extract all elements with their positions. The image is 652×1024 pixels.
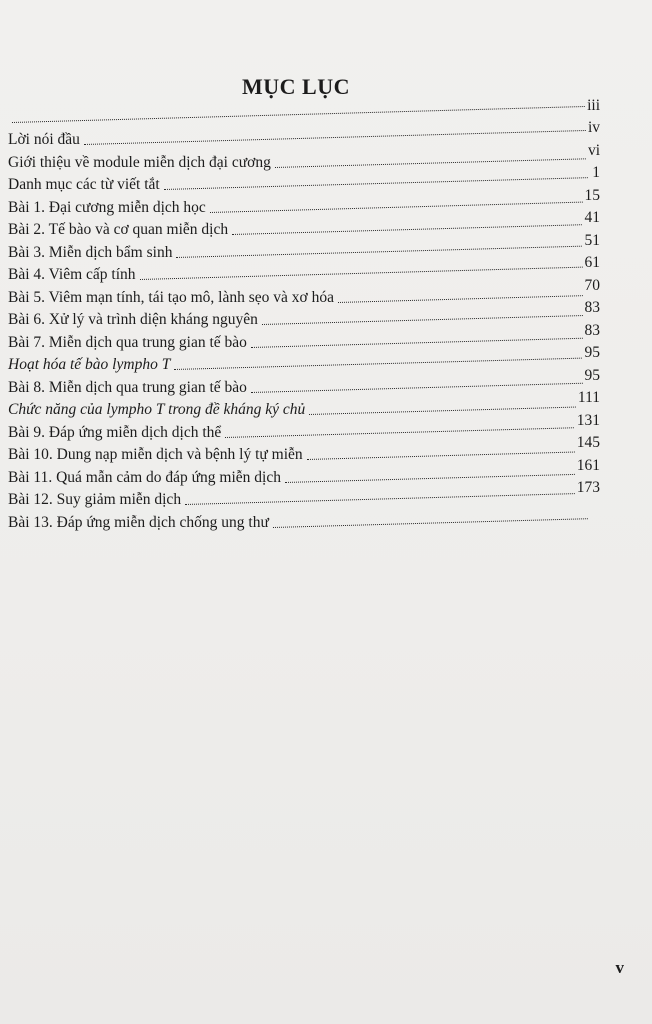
toc-entry-label: Bài 4. Viêm cấp tính: [8, 266, 136, 283]
toc-entry-page-number: 95: [584, 344, 600, 361]
dot-leader: [12, 105, 585, 122]
toc-entry-label: Bài 11. Quá mẫn cảm do đáp ứng miễn dịch: [8, 468, 281, 486]
dot-leader: [262, 315, 582, 325]
toc-entry-label: Danh mục các từ viết tắt: [8, 176, 160, 193]
toc-entry-label: Bài 2. Tế bào và cơ quan miễn dịch: [8, 221, 229, 238]
toc-entry: [8, 209, 600, 240]
toc-entry-page-number: 131: [576, 411, 600, 429]
toc-entry: [8, 96, 600, 127]
dot-leader: [139, 267, 582, 280]
dot-leader: [251, 337, 582, 347]
footer-page-number: v: [615, 958, 624, 977]
toc-entry-page-number: 61: [584, 254, 600, 271]
dot-leader: [273, 518, 588, 528]
toc-entry: [8, 411, 600, 442]
toc-entry-page-number: 95: [584, 366, 600, 384]
toc-entry-page-number: 1: [592, 164, 600, 181]
toc-entry: [8, 254, 600, 285]
toc-entry-page-number: 15: [584, 186, 600, 204]
dot-leader: [174, 358, 582, 370]
dot-leader: [84, 130, 586, 145]
toc-entry-page-number: 161: [576, 456, 600, 474]
toc-entry-page-number: 83: [584, 321, 600, 339]
toc-entry-label: Bài 7. Miễn dịch qua trung gian tế bào: [8, 333, 247, 351]
toc-entry-page-number: 111: [577, 389, 600, 406]
toc-entry: [8, 434, 600, 465]
toc-entry-label: Lời nói đầu: [8, 131, 80, 148]
toc-entry-label: Bài 5. Viêm mạn tính, tái tạo mô, lành sẹo và xơ hóa: [8, 288, 334, 306]
toc-entry-page-number: 51: [584, 231, 600, 249]
toc-entry-page-number: 83: [584, 299, 600, 316]
toc-entry: [8, 479, 600, 510]
toc-entry-label: Bài 9. Đáp ứng miễn dịch dịch thể: [8, 423, 222, 441]
toc-entry: [8, 456, 600, 487]
toc-entry-page-number: 145: [576, 434, 600, 451]
toc-entry: [8, 119, 600, 150]
dot-leader: [232, 224, 582, 235]
dot-leader: [275, 158, 586, 168]
toc-entry: [8, 141, 600, 172]
toc-entry: [8, 344, 600, 375]
toc-entry: [8, 299, 600, 330]
toc-entry: [8, 389, 600, 420]
dot-leader: [285, 473, 575, 482]
dot-leader: [164, 177, 588, 190]
toc-entry-page-number: iii: [587, 96, 600, 114]
toc-entry-label: Bài 10. Dung nạp miễn dịch và bệnh lý tự miễn: [8, 446, 303, 463]
toc-entry-label: Giới thiệu về module miễn dịch đại cương: [8, 153, 271, 171]
toc-entry-page-number: 70: [584, 276, 600, 294]
dot-leader: [338, 295, 582, 303]
dot-leader: [251, 382, 582, 392]
toc-entry-label: Bài 12. Suy giảm miễn dịch: [8, 491, 182, 508]
dot-leader: [185, 493, 575, 505]
toc-entry-page-number: 173: [576, 479, 600, 496]
dot-leader: [225, 427, 574, 438]
toc-entry-page-number: vi: [587, 141, 600, 159]
dot-leader: [176, 245, 582, 257]
toc-entry: [8, 186, 600, 217]
table-of-contents: [8, 96, 600, 532]
toc-entry-label: Bài 13. Đáp ứng miễn dịch chống ung thư: [8, 513, 269, 531]
dot-leader: [307, 452, 575, 460]
toc-entry: [8, 231, 600, 262]
toc-entry: [8, 321, 600, 352]
dot-leader: [210, 201, 583, 212]
toc-entry-label: Chức năng của lympho T trong đề kháng ký chủ: [8, 401, 306, 418]
dot-leader: [309, 407, 576, 415]
toc-entry-label: Bài 3. Miễn dịch bẩm sinh: [8, 243, 173, 261]
toc-entry-label: Hoạt hóa tế bào lympho T: [8, 356, 171, 373]
toc-entry-label: Bài 1. Đại cương miễn dịch học: [8, 198, 206, 216]
page-title: MỤC LỤC: [242, 74, 350, 99]
toc-entry: [8, 509, 600, 532]
toc-entry: [8, 276, 600, 307]
toc-entry-label: Bài 6. Xử lý và trình diện kháng nguyên: [8, 311, 258, 328]
toc-entry: [8, 366, 600, 397]
toc-entry-page-number: iv: [587, 119, 600, 136]
toc-entry-label: Bài 8. Miễn dịch qua trung gian tế bào: [8, 378, 247, 396]
toc-entry-page-number: 41: [584, 209, 600, 226]
toc-entry: [8, 164, 600, 195]
